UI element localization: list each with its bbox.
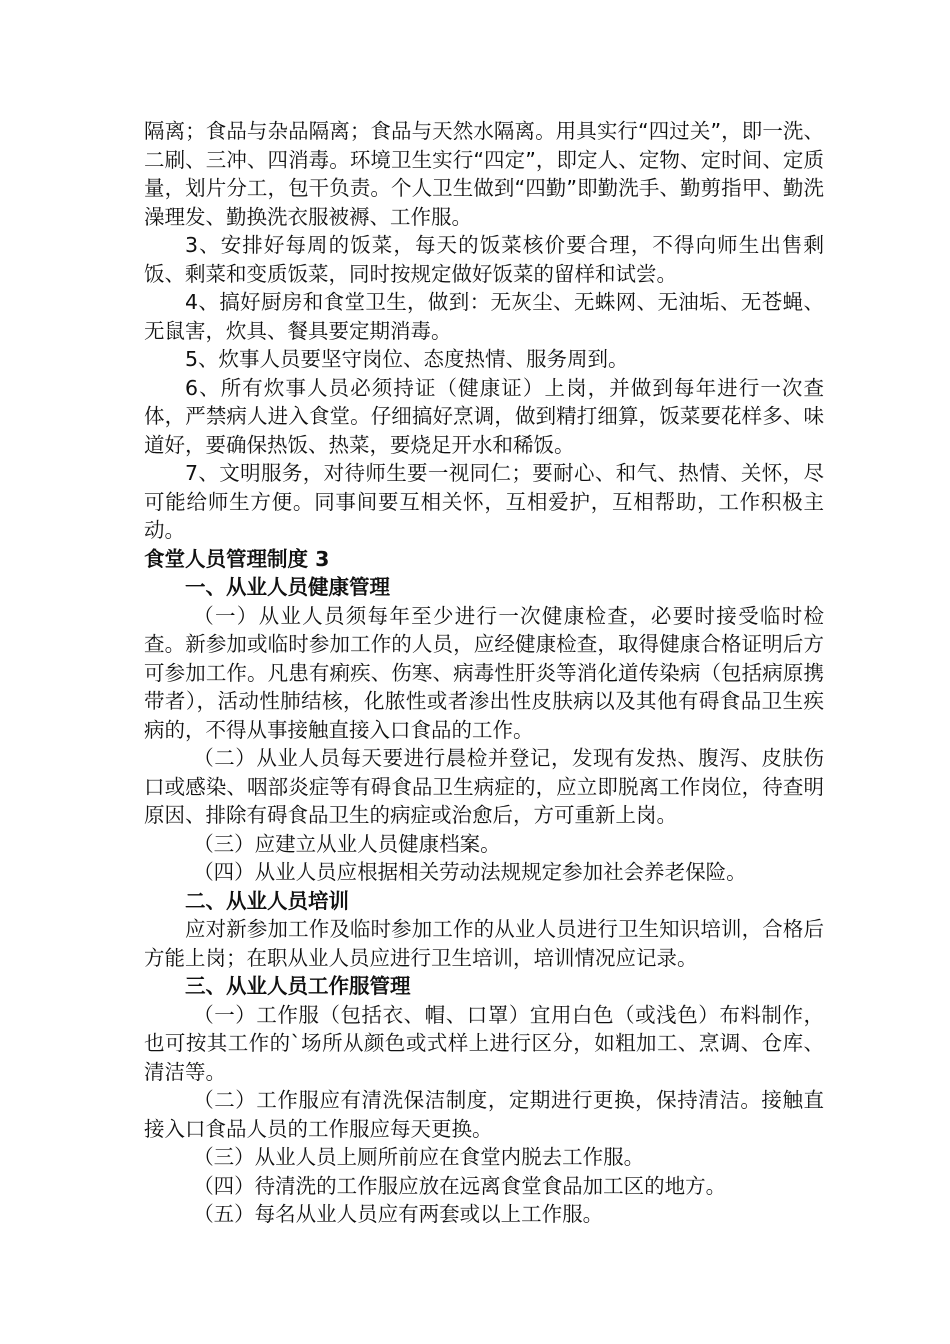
section-heading-health: 一、从业人员健康管理 (185, 575, 390, 599)
uniform-item-4: （四）待清洗的工作服应放在远离食堂食品加工区的地方。 (193, 1173, 727, 1198)
document-page (144, 117, 824, 1229)
health-item-4: （四）从业人员应根据相关劳动法规规定参加社会养老保险。 (193, 860, 747, 884)
document-title: 食堂人员管理制度 3 (144, 546, 330, 571)
health-item-2: （二）从业人员每天要进行晨检并登记，发现有发热、腹泻、皮肤伤口或感染、咽部炎症等有碍食品卫生病症的，应立即脱离工作岗位，待查明原因、排除有碍食品卫生的病症或治愈后，方可重新上岗。 (144, 746, 824, 827)
uniform-item-5: （五）每名从业人员应有两套或以上工作服。 (193, 1202, 604, 1226)
uniform-item-2: （二）工作服应有清洗保洁制度，定期进行更换，保持清洁。接触直接入口食品人员的工作服应每天更换。 (144, 1088, 824, 1141)
section-heading-uniform: 三、从业人员工作服管理 (185, 974, 411, 998)
health-item-1: （一）从业人员须每年至少进行一次健康检查，必要时接受临时检查。新参加或临时参加工作的人员，应经健康检查，取得健康合格证明后方可参加工作。凡患有痢疾、伤寒、病毒性肝炎等消化道传染病（包括病原携带者），活动性肺结核，化脓性或者渗出性皮肤病以及其他有碍食品卫生疾病的，不得从事接触直接入口食品的工作。 (144, 603, 824, 742)
paragraph-item-5: 5、炊事人员要坚守岗位、态度热情、服务周到。 (185, 347, 629, 371)
paragraph-item-3: 3、安排好每周的饭菜，每天的饭菜核价要合理，不得向师生出售剩饭、剩菜和变质饭菜，同时按规定做好饭菜的留样和试尝。 (144, 233, 824, 286)
training-text: 应对新参加工作及临时参加工作的从业人员进行卫生知识培训，合格后方能上岗；在职从业人员应进行卫生培训，培训情况应记录。 (144, 917, 824, 970)
health-item-3: （三）应建立从业人员健康档案。 (193, 831, 501, 856)
paragraph-item-7: 7、文明服务，对待师生要一视同仁；要耐心、和气、热情、关怀，尽可能给师生方便。同事间要互相关怀，互相爱护，互相帮助，工作积极主动。 (144, 461, 824, 542)
uniform-item-3: （三）从业人员上厕所前应在食堂内脱去工作服。 (193, 1145, 645, 1169)
uniform-item-1: （一）工作服（包括衣、帽、口罩）宜用白色（或浅色）布料制作，也可按其工作的`场所从颜色或式样上进行区分，如粗加工、烹调、仓库、清洁等。 (144, 1002, 824, 1084)
paragraph-item-6: 6、所有炊事人员必须持证（健康证）上岗，并做到每年进行一次查体，严禁病人进入食堂。仔细搞好烹调，做到精打细算，饭菜要花样多、味道好，要确保热饭、热菜，要烧足开水和稀饭。 (144, 375, 824, 457)
paragraph-continuation: 隔离；食品与杂品隔离；食品与天然水隔离。用具实行“四过关”，即一洗、二刷、三冲、四消毒。环境卫生实行“四定”，即定人、定物、定时间、定质量，划片分工，包干负责。个人卫生做到“四勤”即勤洗手、勤剪指甲、勤洗澡理发、勤换洗衣服被褥、工作服。 (144, 119, 824, 229)
paragraph-item-4: 4、搞好厨房和食堂卫生，做到：无灰尘、无蛛网、无油垢、无苍蝇、无鼠害，炊具、餐具要定期消毒。 (144, 290, 824, 343)
section-heading-training: 二、从业人员培训 (185, 888, 349, 913)
